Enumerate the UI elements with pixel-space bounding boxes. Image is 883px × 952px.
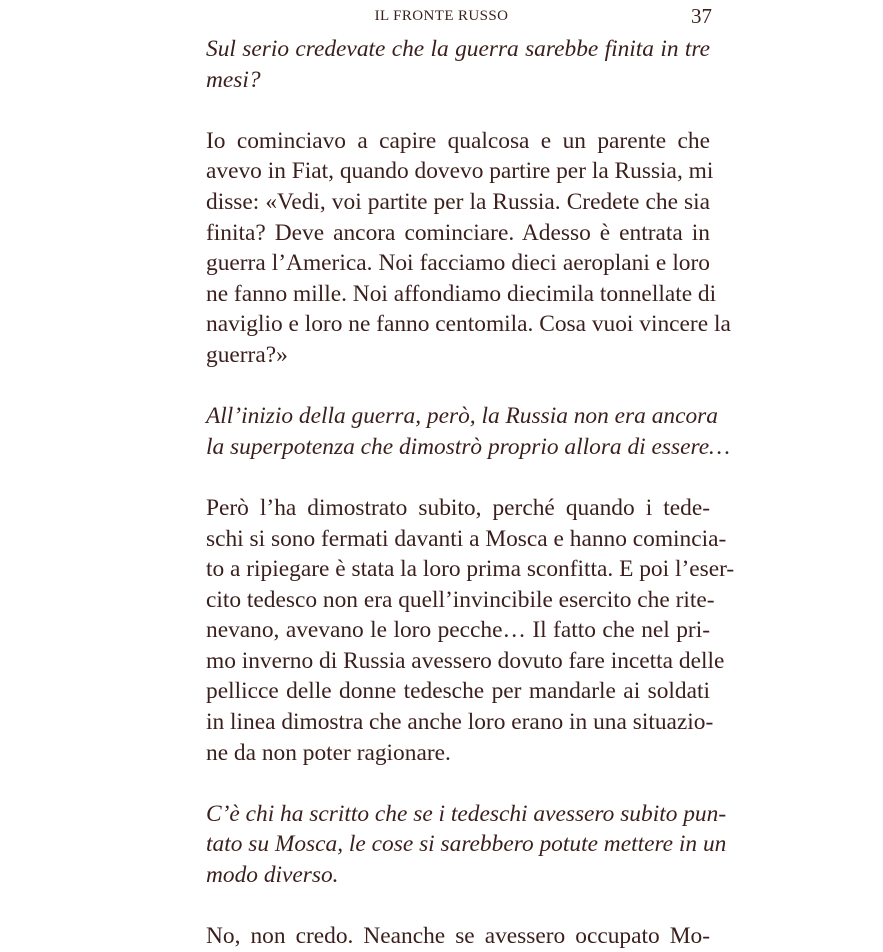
text-line: Però l’ha dimostrato subito, perché quando i tede- xyxy=(206,494,710,521)
text-line: All’inizio della guerra, però, la Russia non era ancora xyxy=(206,403,718,430)
text-line: naviglio e loro ne fanno centomila. Cosa vuoi vincere la xyxy=(206,311,731,338)
text-line: cito tedesco non era quell’invincibile esercito che rite- xyxy=(206,586,715,613)
text-line: ne da non poter ragionare. xyxy=(206,739,451,766)
text-line: modo diverso. xyxy=(206,862,339,889)
interview-answer xyxy=(176,126,731,371)
text-line: guerra l’America. Noi facciamo dieci aeroplani e loro xyxy=(206,250,710,277)
text-line: tato su Mosca, le cose si sarebbero potute mettere in un xyxy=(206,831,727,858)
page-number: 37 xyxy=(691,4,712,28)
interview-answer xyxy=(176,921,710,952)
interview-question xyxy=(176,401,730,462)
text-line: disse: «Vedi, voi partite per la Russia. Credete che sia xyxy=(206,188,710,215)
text-line: guerra?» xyxy=(206,341,288,368)
text-line: No, non credo. Neanche se avessero occupato Mo- xyxy=(206,923,710,950)
text-line: mesi? xyxy=(206,66,261,93)
interview-question xyxy=(176,799,727,891)
text-line: Io cominciavo a capire qualcosa e un parente che xyxy=(206,127,710,154)
running-header-title: IL FRONTE RUSSO xyxy=(374,8,509,24)
text-line: ne fanno mille. Noi affondiamo diecimila tonnellate di xyxy=(206,280,717,307)
text-line: pellicce delle donne tedesche per mandarle ai soldati xyxy=(206,678,710,705)
text-line: la superpotenza che dimostrò proprio allora di essere… xyxy=(206,433,730,460)
text-line: schi si sono fermati davanti a Mosca e hanno comincia- xyxy=(206,525,727,552)
interview-answer xyxy=(176,493,735,768)
text-line: nevano, avevano le loro pecche… Il fatto che nel pri- xyxy=(206,617,710,644)
text-line: in linea dimostra che anche loro erano in una situazio- xyxy=(206,709,714,736)
text-line: Sul serio credevate che la guerra sarebbe finita in tre xyxy=(206,36,710,62)
text-line: mo inverno di Russia avessero dovuto fare incetta delle xyxy=(206,647,725,674)
body-text xyxy=(176,34,735,952)
interview-question xyxy=(176,34,710,95)
text-line: C’è chi ha scritto che se i tedeschi avessero subito pun- xyxy=(206,800,727,827)
text-line: avevo in Fiat, quando dovevo partire per la Russia, mi xyxy=(206,158,714,185)
text-line: to a ripiegare è stata la loro prima sconfitta. E poi l’eser- xyxy=(206,556,735,583)
text-line: finita? Deve ancora cominciare. Adesso è entrata in xyxy=(206,219,710,246)
